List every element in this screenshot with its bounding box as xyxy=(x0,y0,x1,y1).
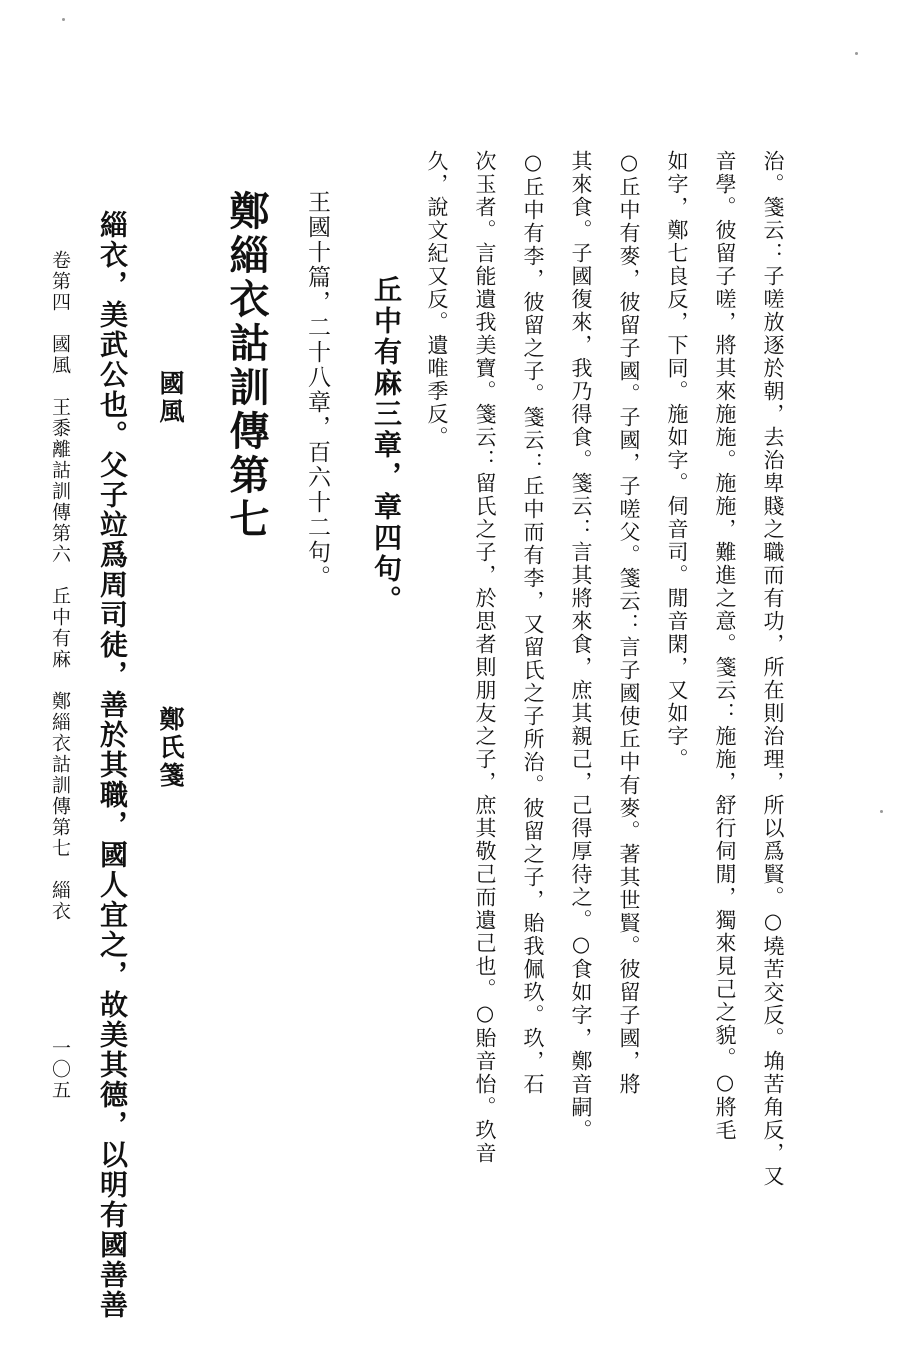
paper-speck xyxy=(880,810,883,813)
text-column-1: 治。箋云：子嗟放逐於朝，去治卑賤之職而有功，所在則治理，所以爲賢。○墝苦交反。埆苦角反，又 xyxy=(761,150,785,1188)
text-column-3: 如字，鄭七良反，下同。施如字。伺音司。閒音閑，又如字。 xyxy=(665,150,689,771)
text-column-8: 久，說文紀又反。遺唯季反。 xyxy=(425,150,449,449)
text-column-5: 其來食。子國復來，我乃得食。箋云：言其將來食，庶其親己，己得厚待之。○食如字，鄭音嗣。 xyxy=(569,150,593,1142)
text-column-2: 音學。彼留子嗟，將其來施施。施施，難進之意。箋云：施施，舒行伺閒，獨來見己之貌。○將毛 xyxy=(713,150,737,1142)
text-column-4: ○丘中有麥，彼留子國。子國，子嗟父。箋云：言子國使丘中有麥。著其世賢。彼留子國，將 xyxy=(617,150,641,1096)
paper-speck xyxy=(62,18,65,21)
poem-preface: 緇衣，美武公也。父子竝爲周司徒，善於其職，國人宜之，故美其德，以明有國善善 xyxy=(96,210,129,1320)
page-number: 一〇五 xyxy=(49,1038,71,1101)
text-column-7: 次玉者。言能遺我美寶。箋云：留氏之子，於思者則朋友之子，庶其敬己而遺己也。○貽音怡。玖音 xyxy=(473,150,497,1165)
text-column-6: ○丘中有李，彼留之子。箋云：丘中而有李，又留氏之子所治。彼留之子，貽我佩玖。玖，石 xyxy=(521,150,545,1096)
chapter-title: 鄭緇衣詁訓傳第七 xyxy=(223,190,270,542)
section-summary: 丘中有麻三章，章四句。 xyxy=(370,275,403,616)
paper-speck xyxy=(855,52,858,55)
running-head: 卷第四 國風 王黍離詁訓傳第六 丘中有麻 鄭緇衣詁訓傳第七 緇衣 xyxy=(49,250,71,922)
book-summary: 王國十篇，二十八章，百六十二句。 xyxy=(304,190,330,590)
section-heading: 國風 鄭氏箋 xyxy=(156,370,185,790)
